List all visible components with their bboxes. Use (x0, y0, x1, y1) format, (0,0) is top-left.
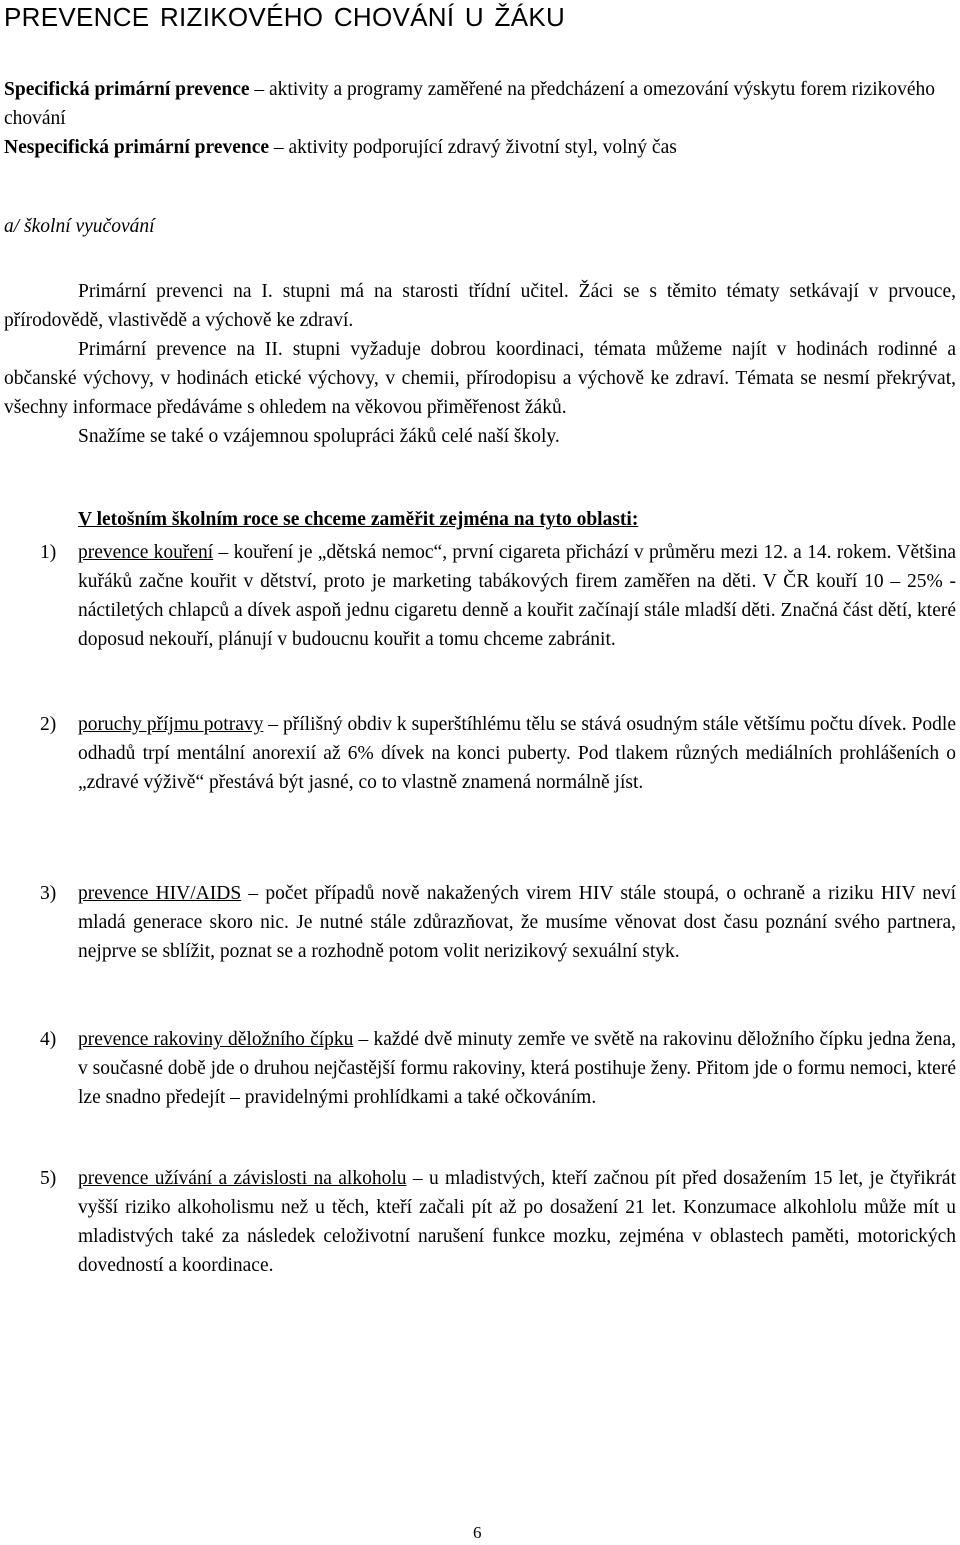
item-text: – přílišný obdiv k superštíhlému tělu se stává osudným stále většímu počtu dívek. Podle odhadů trpí mentální anorexií až 6% dívek na konci puberty. Pod tlakem různých mediálních prohlášeních o „zdravé výživě“ přestává být jasné, co to vlastně znamená normálně jíst. (78, 714, 956, 793)
intro (4, 277, 956, 451)
section-label: a/ školní vyučování (4, 216, 155, 237)
item-text: – počet případů nově nakažených virem HIV stále stoupá, o ochraně a riziku HIV neví mladá generace skoro nic. Je nutné stále zdůrazňovat, že musíme věnovat dost času poznání svého partnera, nejprve se sblížit, poznat se a rozhodně potom volit nerizikový sexuální styk. (78, 883, 956, 962)
item-number: 5) (40, 1168, 57, 1189)
list-item (0, 538, 956, 654)
item-title: prevence rakoviny děložního čípku (78, 1029, 354, 1050)
item-title: poruchy příjmu potravy (78, 714, 264, 735)
definition-text: – aktivity a programy zaměřené na předcházení a omezování výskytu forem rizikového chování (4, 79, 936, 129)
item-number: 1) (40, 542, 57, 563)
list-item (0, 1164, 956, 1280)
intro-paragraph: Snažíme se také o vzájemnou spolupráci žáků celé naší školy. (78, 426, 560, 447)
page-number: 6 (473, 1523, 482, 1542)
intro-paragraph: Primární prevenci na I. stupni má na starosti třídní učitel. Žáci se s těmito tématy setkávají v prvouce, přírodovědě, vlastivědě a výchově ke zdraví. (4, 281, 956, 331)
list-item (0, 1025, 956, 1112)
item-title: prevence užívání a závislosti na alkoholu (78, 1168, 407, 1189)
definitions (4, 75, 956, 162)
list-item (0, 710, 956, 797)
page-title: PREVENCE RIZIKOVÉHO CHOVÁNÍ U ŽÁKU (4, 2, 566, 32)
definition-nonspecific (4, 133, 956, 162)
definition-specific (4, 75, 956, 133)
item-number: 4) (40, 1029, 57, 1050)
item-number: 2) (40, 714, 57, 735)
item-title: prevence kouření (78, 542, 214, 563)
item-number: 3) (40, 883, 57, 904)
item-text: – každé dvě minuty zemře ve světě na rakovinu děložního čípku jedna žena, v současné době jde o druhou nejčastější formu rakoviny, která postihuje ženy. Přitom jde o formu nemoci, které lze snadno předejít – pravidelnými prohlídkami a také očkováním. (78, 1029, 956, 1108)
item-text: – u mladistvých, kteří začnou pít před dosažením 15 let, je čtyřikrát vyšší riziko alkoholismu než u těch, kteří začali pít až po dosažení 21 let. Konzumace alkohlolu může mít u mladistvých také za následek celoživotní narušení funkce mozku, zejména v oblastech paměti, motorických dovedností a koordinace. (78, 1168, 957, 1276)
intro-paragraph: Primární prevence na II. stupni vyžaduje dobrou koordinaci, témata můžeme najít v hodinách rodinné a občanské výchovy, v hodinách etické výchovy, v chemii, přírodopisu a výchově ke zdraví. Témata se nesmí překrývat, všechny informace předáváme s ohledem na věkovou přiměřenost žáků. (4, 339, 956, 418)
definition-text: – aktivity podporující zdravý životní styl, volný čas (269, 137, 677, 158)
definition-term: Nespecifická primární prevence (4, 137, 270, 158)
definition-term: Specifická primární prevence (4, 79, 250, 100)
item-text: – kouření je „dětská nemoc“, první cigareta přichází v průměru mezi 12. a 14. rokem. Většina kuřáků začne kouřit v dětství, proto je marketing tabákových firem zaměřen na děti. V ČR kouří 10 – 25% -náctiletých chlapců a dívek aspoň jednu cigaretu denně a kouřit začínají stále mladší děti. Značná část dětí, které doposud nekouří, plánují v budoucnu kouřit a tomu chceme zabránit. (78, 542, 956, 650)
list-item (0, 879, 956, 966)
item-title: prevence HIV/AIDS (78, 883, 242, 904)
areas-heading: V letošním školním roce se chceme zaměřit zejména na tyto oblasti: (78, 509, 639, 530)
